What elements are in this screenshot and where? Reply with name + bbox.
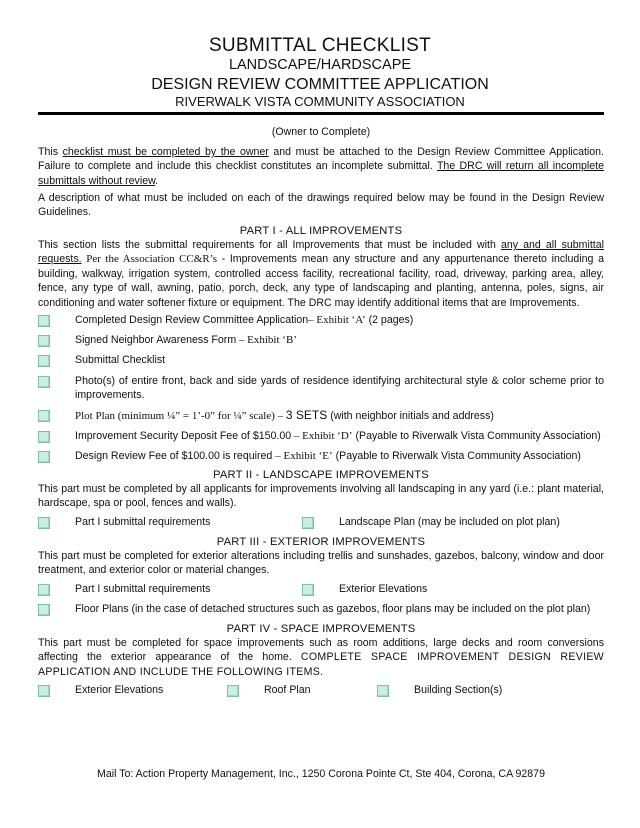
part4-desc-caps: COMPLETE SPACE IMPROVEMENT DESIGN REVIEW APPLICATION AND INCLUDE THE FOLLOWING ITEMS. xyxy=(38,651,604,678)
item-note: (with neighbor initials and address) xyxy=(327,410,494,422)
intro-text: This xyxy=(38,146,63,158)
document-subtitle-drc: DESIGN REVIEW COMMITTEE APPLICATION xyxy=(151,76,489,93)
checkbox-roof-plan[interactable] xyxy=(227,685,239,697)
item-drc-application xyxy=(75,313,413,328)
checkbox-security-deposit[interactable] xyxy=(38,431,50,443)
header-divider xyxy=(38,112,604,115)
item-label: Design Review Fee of $100.00 is required xyxy=(75,450,276,462)
checkbox-submittal-checklist[interactable] xyxy=(38,355,50,367)
part2-description: This part must be completed by all applicants for improvements involving all landscaping in any yard (i.e.: plant material, hardscape, spa or pool, fences and walls). xyxy=(38,483,604,510)
item-exterior-elevations-part4: Exterior Elevations xyxy=(75,684,164,696)
checkbox-landscape-plan[interactable] xyxy=(302,517,314,529)
document-subtitle-landscape: LANDSCAPE/HARDSCAPE xyxy=(228,57,412,73)
document-subtitle-association: RIVERWALK VISTA COMMUNITY ASSOCIATION xyxy=(175,94,465,109)
intro-paragraph xyxy=(38,145,604,188)
item-building-sections: Building Section(s) xyxy=(414,684,503,696)
item-label: Completed Design Review Committee Application xyxy=(75,314,309,326)
part4-description xyxy=(38,636,604,679)
part2-title: PART II - LANDSCAPE IMPROVEMENTS xyxy=(213,469,429,481)
item-part2-part1-reqs: Part I submittal requirements xyxy=(75,516,211,528)
checkbox-floor-plans[interactable] xyxy=(38,604,50,616)
checkbox-review-fee[interactable] xyxy=(38,451,50,463)
part1-description xyxy=(38,238,604,310)
checkbox-part2-part1-reqs[interactable] xyxy=(38,517,50,529)
part3-title: PART III - EXTERIOR IMPROVEMENTS xyxy=(216,536,426,548)
checkbox-part3-part1-reqs[interactable] xyxy=(38,584,50,596)
description-paragraph: A description of what must be included on each of the drawings required below may be found in the Design Review Guidelines. xyxy=(38,192,604,219)
part1-desc-text-2: - Improvements mean any structure and any appurtenance thereto including a building, walkway, irrigation system, controlled access facility, recreational facility, road, driveway, parking area, alley, fence, any type of wall, awning, patio, porch, deck, any type of landscaping and planting, antenna, poles, signs, air conditioning and water softener fixture or equipment. The DRC may identify additional items that are Improvements. xyxy=(38,253,604,309)
part1-title: PART I - ALL IMPROVEMENTS xyxy=(239,225,403,237)
checkbox-photos[interactable] xyxy=(38,376,50,388)
part3-description: This part must be completed for exterior alterations including trellis and sunshades, gazebos, balcony, window and door treatment, and exterior color or material changes. xyxy=(38,550,604,577)
item-exhibit: – Exhibit ‘A’ xyxy=(308,314,366,326)
item-landscape-plan: Landscape Plan (may be included on plot plan) xyxy=(339,516,560,528)
item-exhibit: – Exhibit ‘D’ xyxy=(291,430,353,442)
checkbox-exterior-elevations-part3[interactable] xyxy=(302,584,314,596)
intro-underlined: checklist must be completed by the owner xyxy=(62,146,269,158)
item-exhibit: – Exhibit ‘E’ xyxy=(275,450,333,462)
checkbox-exterior-elevations-part4[interactable] xyxy=(38,685,50,697)
item-note: (Payable to Riverwalk Vista Community Association) xyxy=(332,450,581,462)
intro-end: . xyxy=(155,174,159,187)
item-photos: Photo(s) of entire front, back and side yards of residence identifying architectural style & color scheme prior to improvements. xyxy=(75,375,604,402)
item-label: Improvement Security Deposit Fee of $150.00 xyxy=(75,430,292,442)
checkbox-neighbor-form[interactable] xyxy=(38,335,50,347)
item-plot-plan-sets: 3 SETS xyxy=(285,408,328,422)
part4-title: PART IV - SPACE IMPROVEMENTS xyxy=(226,623,416,635)
item-review-fee xyxy=(75,449,581,464)
item-plot-plan-scale: Plot Plan (minimum ¼” = 1’-0” for ¼” scale) – xyxy=(75,410,286,422)
part1-desc-underlined: any and all submittal requests. xyxy=(38,239,604,266)
item-note: (2 pages) xyxy=(365,314,414,326)
item-exterior-elevations-part3: Exterior Elevations xyxy=(339,583,428,595)
intro-underlined-2: The DRC will return all incomplete submittals without review xyxy=(38,160,605,187)
item-floor-plans: Floor Plans (in the case of detached structures such as gazebos, floor plans may be included on the plot plan) xyxy=(75,603,591,615)
part1-desc-text: This section lists the submittal requirements for all Improvements that must be included with xyxy=(38,239,501,251)
document-title: SUBMITTAL CHECKLIST xyxy=(208,35,432,56)
item-roof-plan: Roof Plan xyxy=(264,684,311,696)
item-submittal-checklist: Submittal Checklist xyxy=(75,354,166,366)
item-exhibit: – Exhibit ‘B’ xyxy=(236,334,297,346)
item-plot-plan xyxy=(75,407,494,424)
mail-to-footer: Mail To: Action Property Management, Inc., 1250 Corona Pointe Ct, Ste 404, Corona, CA 92879 xyxy=(97,768,545,780)
part1-desc-ccr: Per the Association CC&R’s xyxy=(86,253,217,266)
item-security-deposit xyxy=(75,429,601,444)
item-note: (Payable to Riverwalk Vista Community Association) xyxy=(352,430,601,442)
item-neighbor-form xyxy=(75,333,297,348)
part4-desc-text: This part must be completed for space improvements such as room additions, large decks and room conversions affecting the exterior appearance of the home. xyxy=(38,637,604,664)
item-label: Signed Neighbor Awareness Form xyxy=(75,334,237,346)
item-part3-part1-reqs: Part I submittal requirements xyxy=(75,583,211,595)
checkbox-drc-application[interactable] xyxy=(38,315,50,327)
checkbox-building-sections[interactable] xyxy=(377,685,389,697)
checkbox-plot-plan[interactable] xyxy=(38,410,50,422)
intro-text-2: and must be attached to the Design Review Committee Application. Failure to complete and include this checklist constitutes an incomplete submittal. xyxy=(38,146,604,173)
owner-note: (Owner to Complete) xyxy=(271,126,371,138)
